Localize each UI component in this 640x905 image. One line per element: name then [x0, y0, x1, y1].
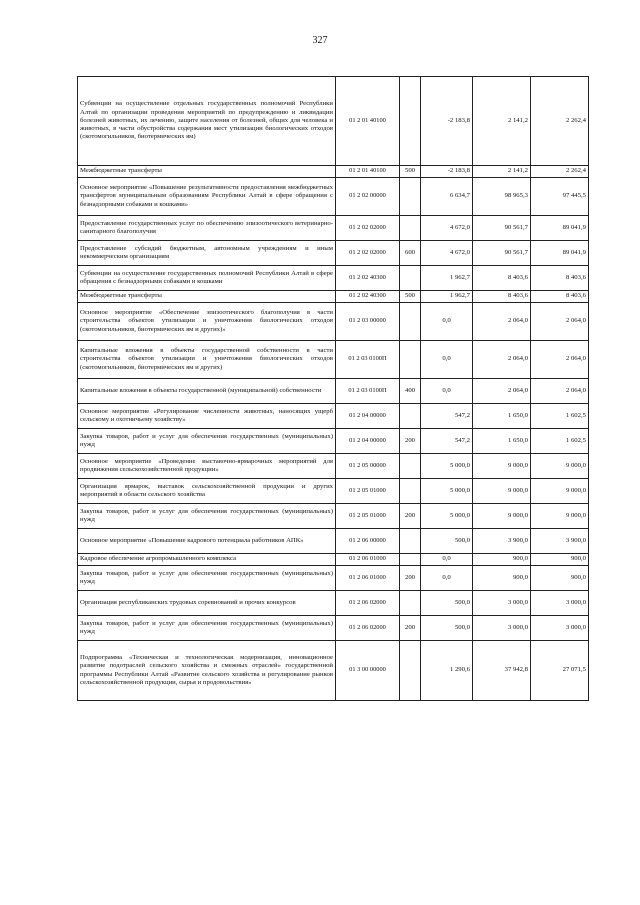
table-row	[78, 166, 589, 178]
row-expense-type	[400, 341, 421, 379]
row-value-year-2: 3 000,0	[473, 591, 531, 616]
row-value-year-2: 90 561,7	[473, 241, 531, 266]
row-code: 01 2 01 40100	[336, 77, 400, 166]
row-expense-type	[400, 77, 421, 166]
row-code: 01 2 04 00000	[336, 429, 400, 454]
row-code: 01 2 05 00000	[336, 454, 400, 479]
budget-table	[77, 76, 589, 701]
row-value-year-2: 3 900,0	[473, 529, 531, 554]
row-value-year-1: 6 634,7	[421, 178, 473, 216]
row-value-year-2: 2 064,0	[473, 341, 531, 379]
row-expense-type	[400, 554, 421, 566]
row-expense-type	[400, 178, 421, 216]
row-code: 01 2 02 40300	[336, 266, 400, 291]
table-row	[78, 504, 589, 529]
row-name: Организация республиканских трудовых соревнований и прочих конкурсов	[78, 591, 336, 616]
row-name: Закупка товаров, работ и услуг для обеспечения государственных (муниципальных) нужд	[78, 504, 336, 529]
row-value-year-2: 1 650,0	[473, 404, 531, 429]
table-row	[78, 566, 589, 591]
row-value-year-2: 1 650,0	[473, 429, 531, 454]
row-value-year-2: 2 064,0	[473, 379, 531, 404]
table-row	[78, 591, 589, 616]
table-row	[78, 616, 589, 641]
row-name: Основное мероприятие «Повышение кадрового потенциала работников АПК»	[78, 529, 336, 554]
row-value-year-3: 97 445,5	[531, 178, 589, 216]
row-value-year-3: 1 602,5	[531, 429, 589, 454]
page-number: 327	[312, 35, 328, 46]
row-expense-type	[400, 641, 421, 701]
row-value-year-1: -2 183,8	[421, 166, 473, 178]
row-name: Капитальные вложения в объекты государственной (муниципальной) собственности	[78, 379, 336, 404]
row-value-year-3: 3 000,0	[531, 616, 589, 641]
row-value-year-1: 547,2	[421, 404, 473, 429]
row-expense-type: 600	[400, 241, 421, 266]
row-value-year-2: 90 561,7	[473, 216, 531, 241]
row-expense-type: 500	[400, 166, 421, 178]
row-value-year-2: 9 000,0	[473, 479, 531, 504]
row-value-year-1: 5 000,0	[421, 479, 473, 504]
row-name: Субвенции на осуществление государственных полномочий Республики Алтай в сфере обращения с безнадзорными собаками и кошками	[78, 266, 336, 291]
row-expense-type	[400, 266, 421, 291]
table-row	[78, 291, 589, 303]
row-code: 01 2 03 0100П	[336, 379, 400, 404]
table-row	[78, 266, 589, 291]
row-value-year-1: -2 183,8	[421, 77, 473, 166]
row-expense-type	[400, 216, 421, 241]
row-value-year-1: 0,0	[421, 566, 473, 591]
row-expense-type: 200	[400, 429, 421, 454]
row-value-year-1: 0,0	[421, 341, 473, 379]
row-name: Субвенции на осуществление отдельных государственных полномочий Республики Алтай по организации проведения мероприятий по предупреждению и ликвидации болезней животных, их лечению, защите населения от болезней, общих для человека и животных, в части обустройства содержания мест утилизации биологических отходов (скотомогильников, биотермических ям)	[78, 77, 336, 166]
row-name: Кадровое обеспечение агропромышленного комплекса	[78, 554, 336, 566]
row-value-year-1: 4 672,0	[421, 216, 473, 241]
row-value-year-3: 8 403,6	[531, 266, 589, 291]
row-value-year-2: 37 942,8	[473, 641, 531, 701]
table-row	[78, 341, 589, 379]
row-name: Организация ярмарок, выставок сельскохозяйственной продукции и других мероприятий в области сельского хозяйства	[78, 479, 336, 504]
table-row	[78, 554, 589, 566]
row-value-year-3: 900,0	[531, 554, 589, 566]
row-code: 01 2 02 02000	[336, 216, 400, 241]
row-value-year-1: 0,0	[421, 554, 473, 566]
row-value-year-1: 0,0	[421, 303, 473, 341]
row-code: 01 2 02 40300	[336, 291, 400, 303]
budget-table-body	[78, 77, 589, 701]
row-value-year-3: 1 602,5	[531, 404, 589, 429]
row-expense-type: 200	[400, 616, 421, 641]
row-value-year-3: 89 041,9	[531, 241, 589, 266]
row-value-year-2: 3 000,0	[473, 616, 531, 641]
table-row	[78, 303, 589, 341]
row-code: 01 2 02 00000	[336, 178, 400, 216]
row-expense-type	[400, 454, 421, 479]
row-expense-type	[400, 404, 421, 429]
row-code: 01 2 01 40100	[336, 166, 400, 178]
row-value-year-1: 500,0	[421, 616, 473, 641]
row-code: 01 2 04 00000	[336, 404, 400, 429]
row-value-year-1: 0,0	[421, 379, 473, 404]
table-row	[78, 379, 589, 404]
row-value-year-2: 900,0	[473, 566, 531, 591]
row-code: 01 3 00 00000	[336, 641, 400, 701]
row-name: Межбюджетные трансферты	[78, 291, 336, 303]
row-value-year-2: 98 965,3	[473, 178, 531, 216]
table-row	[78, 454, 589, 479]
row-value-year-1: 5 000,0	[421, 504, 473, 529]
table-row	[78, 77, 589, 166]
row-code: 01 2 02 02000	[336, 241, 400, 266]
row-value-year-3: 2 262,4	[531, 166, 589, 178]
row-code: 01 2 05 01000	[336, 504, 400, 529]
row-value-year-2: 9 000,0	[473, 504, 531, 529]
row-name: Капитальные вложения в объекты государственной собственности в части строительства объектов утилизации и уничтожения биологических отходов (скотомогильников, биотермических ям и других)	[78, 341, 336, 379]
row-name: Основное мероприятие «Проведение выставочно-ярмарочных мероприятий для продвижения сельскохозяйственной продукции»	[78, 454, 336, 479]
row-name: Межбюджетные трансферты	[78, 166, 336, 178]
row-expense-type: 500	[400, 291, 421, 303]
row-value-year-3: 9 000,0	[531, 479, 589, 504]
row-value-year-3: 8 403,6	[531, 291, 589, 303]
table-row	[78, 404, 589, 429]
row-name: Закупка товаров, работ и услуг для обеспечения государственных (муниципальных) нужд	[78, 616, 336, 641]
row-value-year-1: 1 962,7	[421, 291, 473, 303]
table-row	[78, 479, 589, 504]
row-value-year-1: 1 290,6	[421, 641, 473, 701]
row-code: 01 2 03 00000	[336, 303, 400, 341]
row-expense-type	[400, 303, 421, 341]
table-row	[78, 641, 589, 701]
row-value-year-2: 8 403,6	[473, 291, 531, 303]
row-name: Закупка товаров, работ и услуг для обеспечения государственных (муниципальных) нужд	[78, 429, 336, 454]
row-code: 01 2 06 01000	[336, 554, 400, 566]
table-row	[78, 429, 589, 454]
row-value-year-3: 2 262,4	[531, 77, 589, 166]
table-row	[78, 529, 589, 554]
row-value-year-3: 2 064,0	[531, 341, 589, 379]
row-code: 01 2 06 01000	[336, 566, 400, 591]
row-code: 01 2 06 00000	[336, 529, 400, 554]
table-row	[78, 216, 589, 241]
row-name: Основное мероприятие «Повышение результативности предоставления межбюджетных трансфертов муниципальным образованиям Республики Алтай в сфере обращения с безнадзорными собаками и кошками»	[78, 178, 336, 216]
row-code: 01 2 03 0100П	[336, 341, 400, 379]
row-value-year-3: 9 000,0	[531, 454, 589, 479]
table-row	[78, 241, 589, 266]
row-expense-type: 200	[400, 504, 421, 529]
row-value-year-3: 89 041,9	[531, 216, 589, 241]
row-expense-type: 400	[400, 379, 421, 404]
row-name: Основное мероприятие «Регулирование численности животных, наносящих ущерб сельскому и охотничьему хозяйству»	[78, 404, 336, 429]
row-value-year-2: 2 141,2	[473, 77, 531, 166]
row-value-year-1: 547,2	[421, 429, 473, 454]
row-value-year-3: 27 071,5	[531, 641, 589, 701]
row-value-year-3: 9 000,0	[531, 504, 589, 529]
row-value-year-2: 8 403,6	[473, 266, 531, 291]
row-value-year-2: 2 141,2	[473, 166, 531, 178]
row-name: Предоставление субсидий бюджетным, автономным учреждениям и иным некоммерческим организациям	[78, 241, 336, 266]
row-value-year-1: 1 962,7	[421, 266, 473, 291]
row-value-year-1: 5 000,0	[421, 454, 473, 479]
row-code: 01 2 06 02000	[336, 591, 400, 616]
row-expense-type	[400, 529, 421, 554]
table-row	[78, 178, 589, 216]
row-value-year-3: 3 900,0	[531, 529, 589, 554]
row-expense-type	[400, 479, 421, 504]
row-value-year-2: 9 000,0	[473, 454, 531, 479]
row-name: Подпрограмма «Техническая и технологическая модернизация, инновационное развитие подотраслей сельского хозяйства и смежных отраслей» государственной программы Республики Алтай «Развитие сельского хозяйства и регулирование рынков сельскохозяйственной продукции, сырья и продовольствия»	[78, 641, 336, 701]
row-name: Основное мероприятие «Обеспечение эпизоотического благополучия в части строительства объектов утилизации и уничтожения биологических отходов (скотомогильников, биотермических ям и других)»	[78, 303, 336, 341]
row-value-year-1: 500,0	[421, 529, 473, 554]
row-value-year-3: 900,0	[531, 566, 589, 591]
row-value-year-2: 2 064,0	[473, 303, 531, 341]
row-value-year-1: 500,0	[421, 591, 473, 616]
row-expense-type: 200	[400, 566, 421, 591]
row-value-year-2: 900,0	[473, 554, 531, 566]
row-code: 01 2 05 01000	[336, 479, 400, 504]
row-value-year-3: 2 064,0	[531, 303, 589, 341]
row-value-year-3: 3 000,0	[531, 591, 589, 616]
row-value-year-3: 2 064,0	[531, 379, 589, 404]
row-expense-type	[400, 591, 421, 616]
row-name: Предоставление государственных услуг по обеспечению эпизоотического ветеринарно-санитарного благополучия	[78, 216, 336, 241]
row-name: Закупка товаров, работ и услуг для обеспечения государственных (муниципальных) нужд	[78, 566, 336, 591]
row-code: 01 2 06 02000	[336, 616, 400, 641]
row-value-year-1: 4 672,0	[421, 241, 473, 266]
